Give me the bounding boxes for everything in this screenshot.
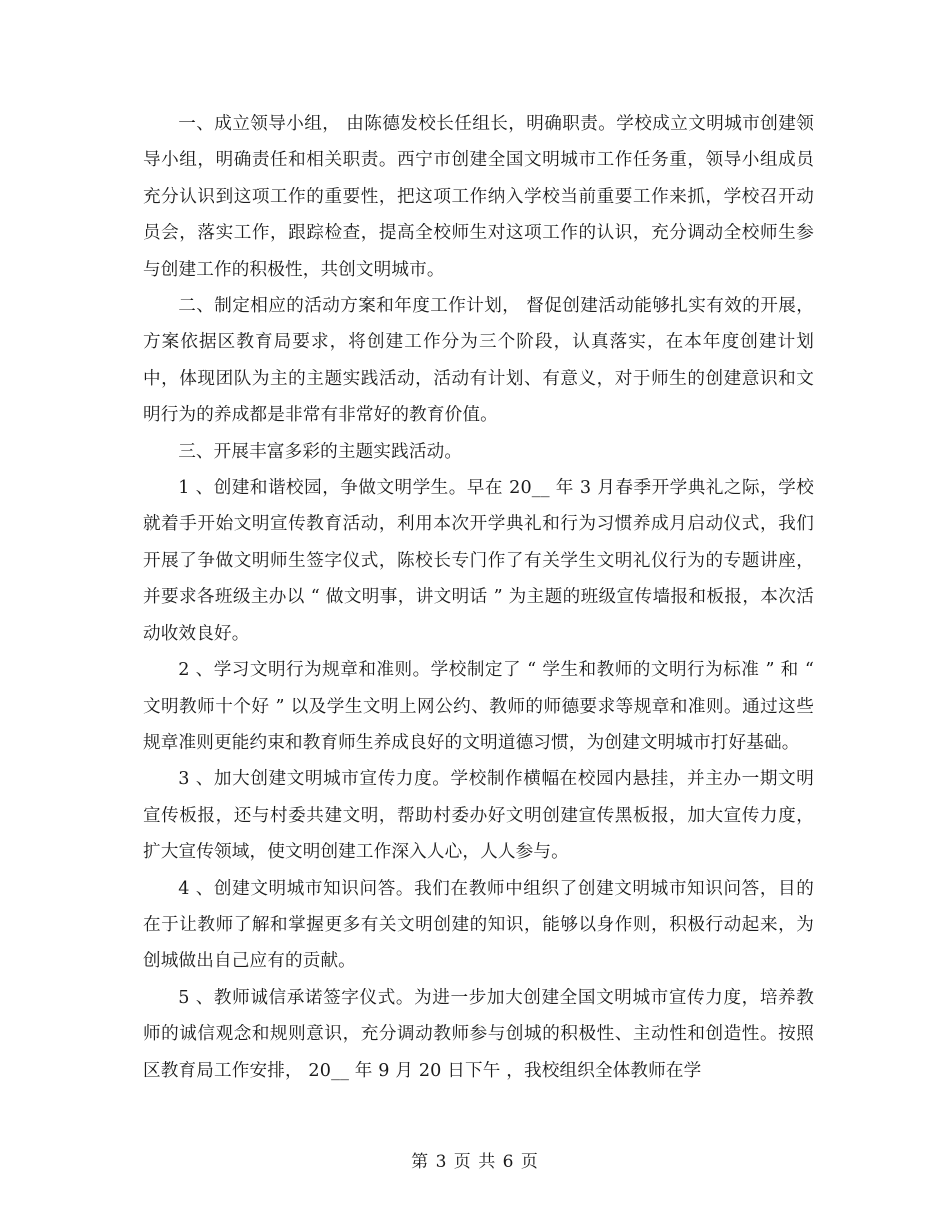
paragraph-item-2: 2 、学习文明行为规章和准则。学校制定了 “ 学生和教师的文明行为标准 ” 和 “ 文明教师十个好 ” 以及学生文明上网公约、教师的师德要求等规章和准则。通过这些规章准则更能约束和教育师生养成良好的文明道德习惯，为创建文明城市打好基础。 xyxy=(143,660,814,753)
paragraph-item-4: 4 、创建文明城市知识问答。我们在教师中组织了创建文明城市知识问答，目的在于让教师了解和掌握更多有关文明创建的知识，能够以身作则，积极行动起来，为创城做出自己应有的贡献。 xyxy=(143,878,814,972)
paragraph-item-3: 3 、加大创建文明城市宣传力度。学校制作横幅在校园内悬挂，并主办一期文明宣传板报，还与村委共建文明，帮助村委办好文明创建宣传黑板报，加大宣传力度，扩大宣传领域，使文明创建工作深入人心，人人参与。 xyxy=(143,769,814,863)
page-number-footer: 第 3 页 共 6 页 xyxy=(411,1152,539,1172)
paragraph-practice-activities: 三、开展丰富多彩的主题实践活动。 xyxy=(178,441,463,462)
paragraph-activity-plan: 二、制定相应的活动方案和年度工作计划， 督促创建活动能够扎实有效的开展，方案依据区教育局要求，将创建工作分为三个阶段，认真落实，在本年度创建计划中，体现团队为主的主题实践活动，活动有计划、有意义，对于师生的创建意识和文明行为的养成都是非常有非常好的教育价值。 xyxy=(143,296,814,426)
paragraph-item-5: 5 、教师诚信承诺签字仪式。为进一步加大创建全国文明城市宣传力度，培养教师的诚信观念和规则意识，充分调动教师参与创城的积极性、主动性和创造性。按照区教育局工作安排， 20__ 年 9 月 20 日下午 ，我校组织全体教师在学 xyxy=(143,987,814,1081)
paragraph-leadership-group: 一、成立领导小组， 由陈德发校长任组长，明确职责。学校成立文明城市创建领导小组，明确责任和相关职责。西宁市创建全国文明城市工作任务重，领导小组成员充分认识到这项工作的重要性，把这项工作纳入学校当前重要工作来抓，学校召开动员会，落实工作，跟踪检查，提高全校师生对这项工作的认识，充分调动全校师生参与创建工作的积极性，共创文明城市。 xyxy=(143,114,814,280)
document-body xyxy=(143,106,814,1089)
paragraph-item-1: 1 、创建和谐校园，争做文明学生。早在 20__ 年 3 月春季开学典礼之际，学校就着手开始文明宣传教育活动，利用本次开学典礼和行为习惯养成月启动仪式，我们开展了争做文明师生签字仪式，陈校长专门作了有关学生文明礼仪行为的专题讲座，并要求各班级主办以 “ 做文明事，讲文明话 ” 为主题的班级宣传墙报和板报，本次活动收效良好。 xyxy=(143,478,814,644)
